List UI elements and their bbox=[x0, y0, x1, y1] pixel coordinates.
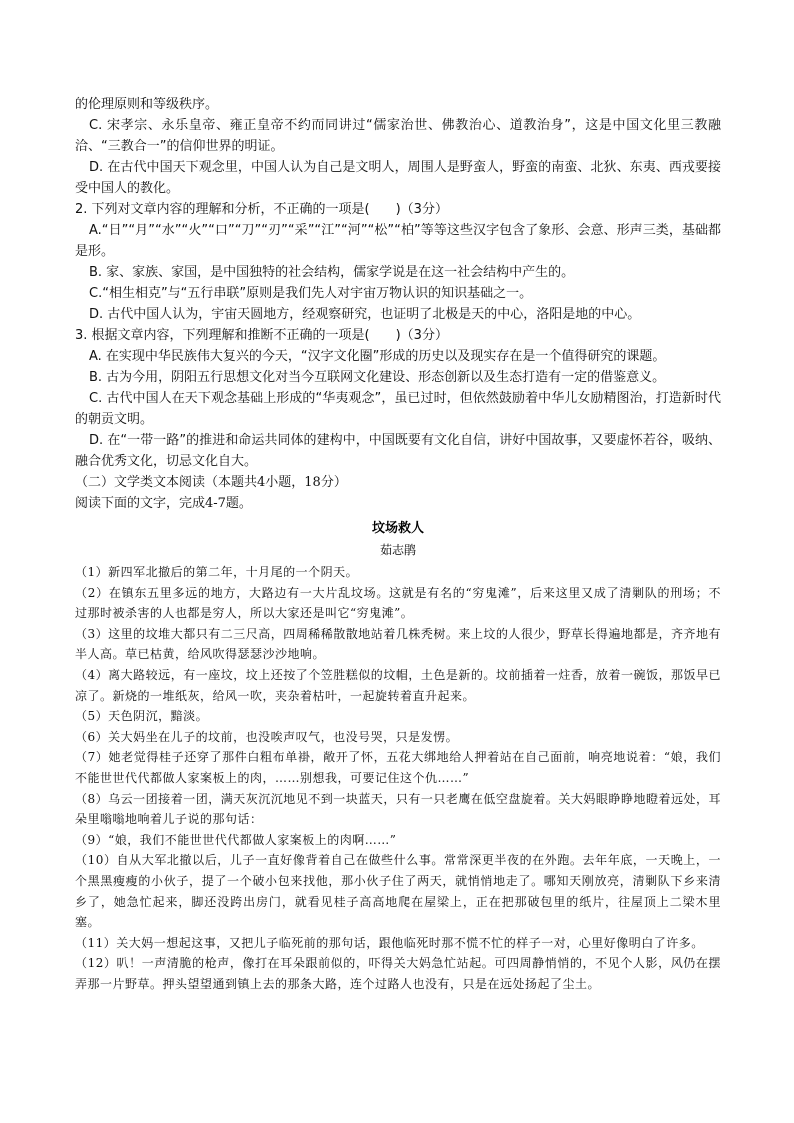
story-paragraph-8: （8）乌云一团接着一团，满天灰沉沉地见不到一块蓝天，只有一只老鹰在低空盘旋着。关大妈眼睁睁地瞪着远处，耳朵里嗡嗡地响着儿子说的那句话： bbox=[75, 791, 721, 827]
story-paragraph-11: （11）关大妈一想起这事，又把儿子临死前的那句话，跟他临死时那不慌不忙的样子一对，心里好像明白了许多。 bbox=[75, 935, 704, 950]
story-paragraph-2: （2）在镇东五里多远的地方，大路边有一大片乱坟场。这就是有名的“穷鬼滩”，后来这里又成了清剿队的刑场；不过那时被杀害的人也都是穷人，所以大家还是叫它“穷鬼滩”。 bbox=[75, 585, 721, 621]
question-2 bbox=[75, 199, 721, 325]
q1-option-d: D. 在古代中国天下观念里，中国人认为自己是文明人，周围人是野蛮人，野蛮的南蛮、北狄、东夷、西戎要接受中国人的教化。 bbox=[75, 160, 721, 196]
story-title: 坟场救人 bbox=[371, 521, 424, 536]
q1-option-b-tail: 的伦理原则和等级秩序。 bbox=[75, 97, 219, 112]
question-3 bbox=[75, 325, 721, 472]
q3-stem: 3. 根据文章内容，下列理解和推断不正确的一项是( )（3分） bbox=[75, 328, 448, 343]
question-1-continuation bbox=[75, 94, 721, 199]
section-instruction: 阅读下面的文字，完成4-7题。 bbox=[75, 496, 252, 511]
story-paragraph-3: （3）这里的坟堆大都只有二三尺高，四周稀稀散散地站着几株秃树。来上坟的人很少，野草长得遍地都是，齐齐地有半人高。草已枯黄，给风吹得瑟瑟沙沙地响。 bbox=[75, 626, 721, 662]
q2-option-b: B. 家、家族、家国，是中国独特的社会结构，儒家学说是在这一社会结构中产生的。 bbox=[89, 265, 575, 280]
section-literary-reading bbox=[75, 472, 721, 514]
story-body bbox=[75, 562, 721, 994]
story-paragraph-7: （7）她老觉得桂子还穿了那件白粗布单褂，敞开了怀，五花大绑地给人押着站在自己面前，响亮地说着：“娘，我们不能世世代代都做人家案板上的肉，……别想我，可要记住这个仇……” bbox=[75, 750, 721, 785]
story-paragraph-10: （10）自从大军北撤以后，儿子一直好像背着自己在做些什么事。常常深更半夜的在外跑。去年年底，一天晚上，一个黑黑瘦瘦的小伙子，提了一个破小包来找他，那小伙子住了两天，就悄悄地走了。哪知天刚放亮，清剿队下乡来清乡了，她急忙起来，脚还没跨出房门，就看见桂子高高地爬在屋梁上，正在把那破包里的纸片，往屋顶上二梁木里塞。 bbox=[75, 853, 721, 930]
story-paragraph-1: （1）新四军北撤后的第二年，十月尾的一个阴天。 bbox=[75, 565, 359, 579]
q3-option-c: C. 古代中国人在天下观念基础上形成的“华夷观念”，虽已过时，但依然鼓励着中华儿女励精图治，打造新时代的朝贡文明。 bbox=[75, 391, 721, 427]
story-paragraph-9: （9）“娘，我们不能世世代代都做人家案板上的肉啊……” bbox=[75, 832, 397, 847]
story-paragraph-4: （4）离大路较远，有一座坟，坟上还按了个笠胜糕似的坟帽，土色是新的。坟前插着一炷香，放着一碗饭，那饭早已凉了。新烧的一堆纸灰，给风一吹，夹杂着枯叶，一起旋转着直升起来。 bbox=[75, 667, 721, 703]
q3-option-b: B. 古为今用，阴阳五行思想文化对当今互联网文化建设、形态创新以及生态打造有一定的借鉴意义。 bbox=[89, 370, 666, 385]
page-content bbox=[75, 94, 721, 994]
q2-option-d: D. 古代中国人认为，宇宙天圆地方，经观察研究，也证明了北极是天的中心，洛阳是地的中心。 bbox=[89, 307, 641, 322]
story-paragraph-5: （5）天色阴沉，黯淡。 bbox=[75, 709, 209, 724]
q3-option-d: D. 在“一带一路”的推进和命运共同体的建构中，中国既要有文化自信，讲好中国故事，又要虚怀若谷，吸纳、融合优秀文化，切忌文化自大。 bbox=[75, 433, 721, 469]
q3-option-a: A. 在实现中华民族伟大复兴的今天，“汉字文化圈”形成的历史以及现实存在是一个值得研究的课题。 bbox=[89, 349, 666, 364]
story-paragraph-6: （6）关大妈坐在儿子的坟前，也没唉声叹气，也没号哭，只是发愣。 bbox=[75, 729, 459, 744]
story-paragraph-12: （12）叭！一声清脆的枪声，像打在耳朵跟前似的，吓得关大妈急忙站起。可四周静悄悄的，不见个人影，风仍在摆弄那一片野草。押头望望通到镇上去的那条大路，连个过路人也没有，只是在远处扬起了尘土。 bbox=[75, 956, 721, 991]
q2-stem: 2. 下列对文章内容的理解和分析，不正确的一项是( )（3分） bbox=[75, 202, 448, 217]
q2-option-c: C.“相生相克”与“五行串联”原则是我们先人对宇宙万物认识的知识基础之一。 bbox=[89, 286, 533, 301]
story-author: 茹志鹃 bbox=[379, 543, 416, 557]
q2-option-a: A.“日”“月”“水”“火”“口”“刀”“刃”“采”“江”“河”“松”“柏”等等这些汉字包含了象形、会意、形声三类，基础都是形。 bbox=[75, 223, 721, 259]
section-heading: （二）文学类文本阅读（本题共4小题，18分） bbox=[75, 475, 347, 490]
q1-option-c: C. 宋孝宗、永乐皇帝、雍正皇帝不约而同讲过“儒家治世、佛教治心、道教治身”，这是中国文化里三教融洽、“三教合一”的信仰世界的明证。 bbox=[75, 118, 721, 154]
